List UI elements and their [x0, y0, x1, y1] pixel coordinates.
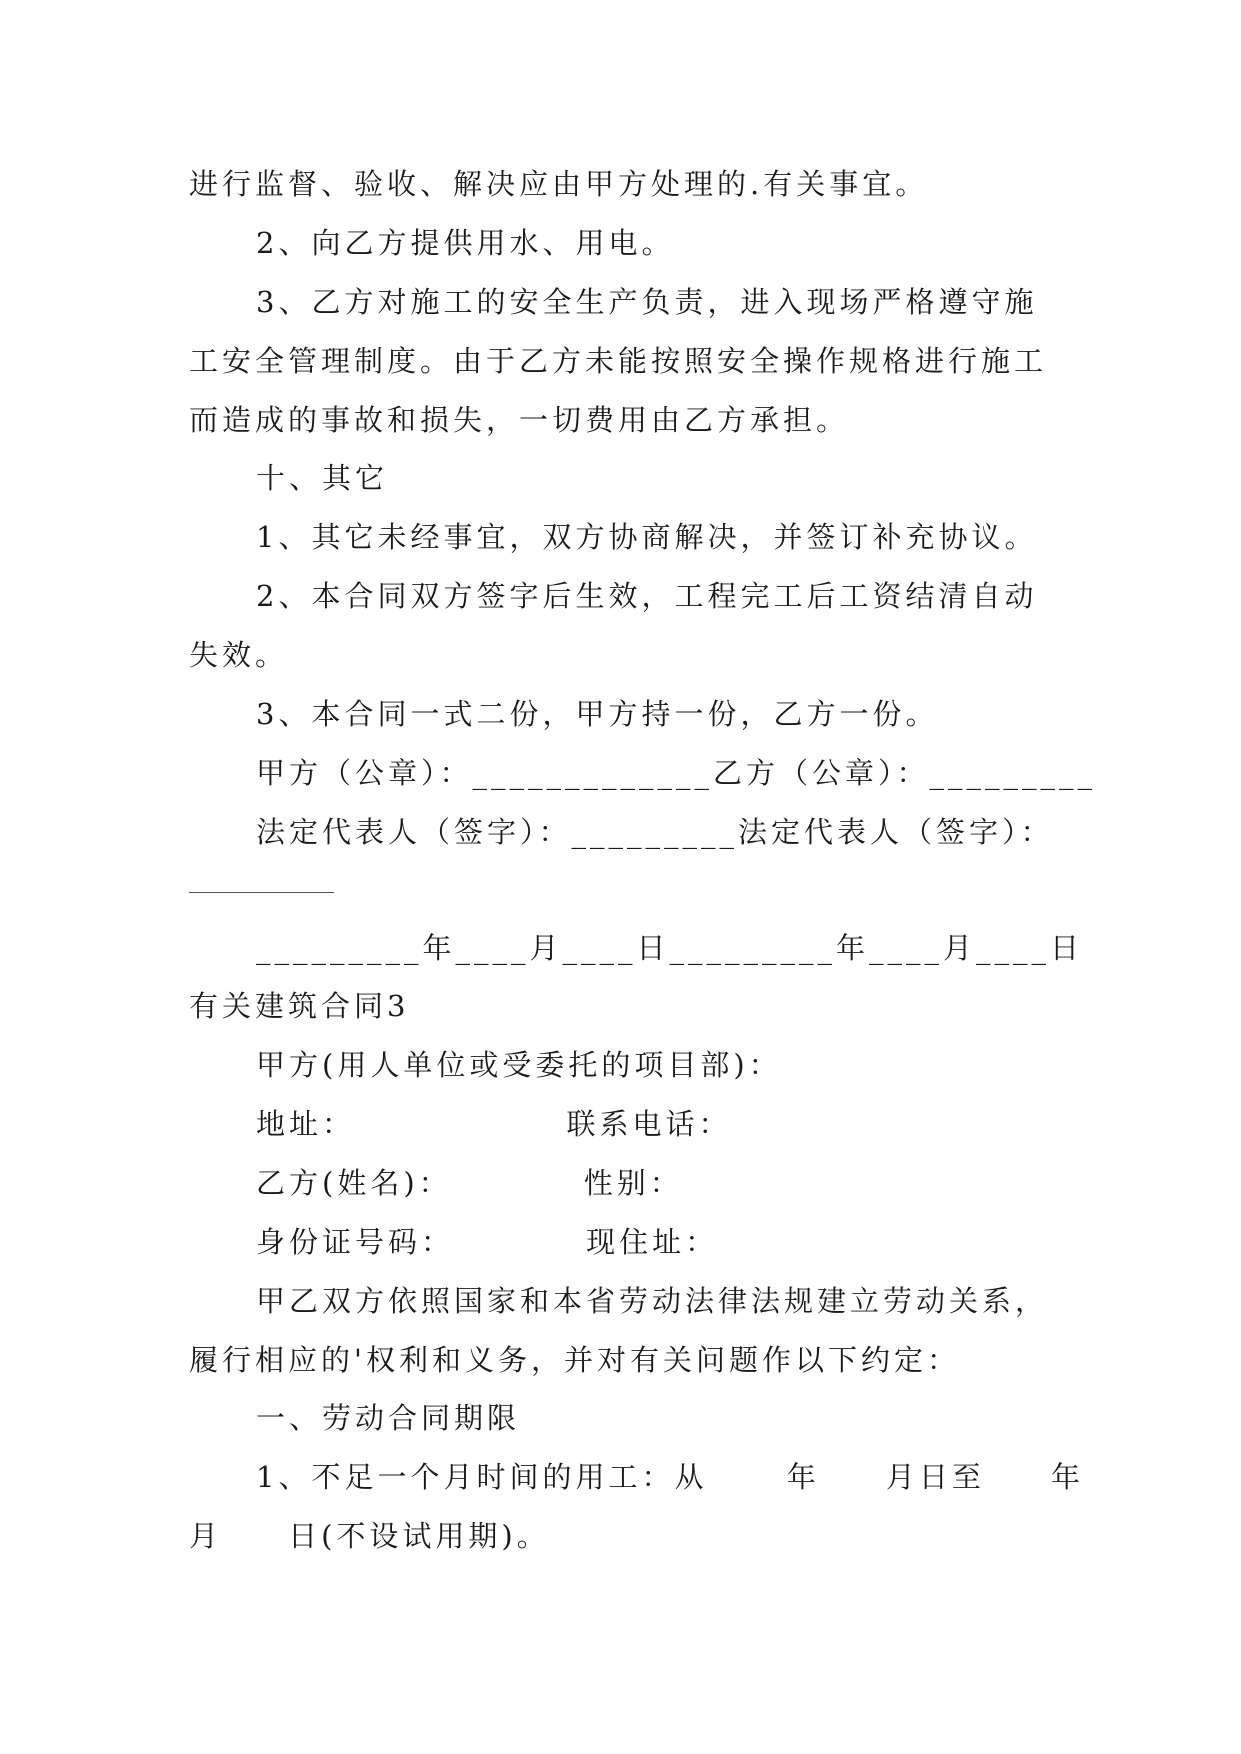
paragraph-line: 月 日(不设试用期)。 — [189, 1519, 550, 1553]
section-heading: 十、其它 — [256, 461, 389, 495]
party-b-line: 乙方(姓名)： 性别： — [256, 1166, 683, 1200]
paragraph-line: 1、不足一个月时间的用工：从 年 月日至 年 — [256, 1460, 1084, 1494]
paragraph-line: 甲乙双方依照国家和本省劳动法律法规建立劳动关系， — [256, 1284, 1049, 1318]
paragraph-line: 2、向乙方提供用水、用电。 — [256, 226, 675, 260]
paragraph-line: 3、乙方对施工的安全生产负责，进入现场严格遵守施 — [256, 285, 1038, 319]
section-heading: 一、劳动合同期限 — [256, 1401, 521, 1435]
id-address-line: 身份证号码： 现住址： — [256, 1225, 719, 1259]
paragraph-line: 而造成的事故和损失，一切费用由乙方承担。 — [189, 403, 850, 437]
signature-blank-rule — [189, 892, 334, 893]
signature-seal-line: 甲方（公章）：_____________乙方（公章）：_________ — [256, 756, 1097, 790]
paragraph-line: 履行相应的'权利和义务，并对有关问题作以下约定： — [189, 1343, 960, 1377]
paragraph-line: 3、本合同一式二份，甲方持一份，乙方一份。 — [256, 697, 939, 731]
paragraph-line: 进行监督、验收、解决应由甲方处理的.有关事宜。 — [189, 167, 929, 201]
paragraph-line: 工安全管理制度。由于乙方未能按照安全操作规格进行施工 — [189, 344, 1048, 378]
contract-title: 有关建筑合同3 — [189, 989, 410, 1023]
signature-rep-line: 法定代表人（签字）：_________法定代表人（签字）： — [256, 815, 1054, 849]
paragraph-line: 2、本合同双方签字后生效，工程完工后工资结清自动 — [256, 579, 1038, 613]
party-a-line: 甲方(用人单位或受委托的项目部)： — [256, 1048, 782, 1082]
signature-date-line: _________年____月____日_________年____月____日 — [256, 931, 1084, 965]
paragraph-line: 失效。 — [189, 638, 289, 672]
paragraph-line: 1、其它未经事宜，双方协商解决，并签订补充协议。 — [256, 520, 1038, 554]
address-phone-line: 地址： 联系电话： — [256, 1107, 732, 1141]
